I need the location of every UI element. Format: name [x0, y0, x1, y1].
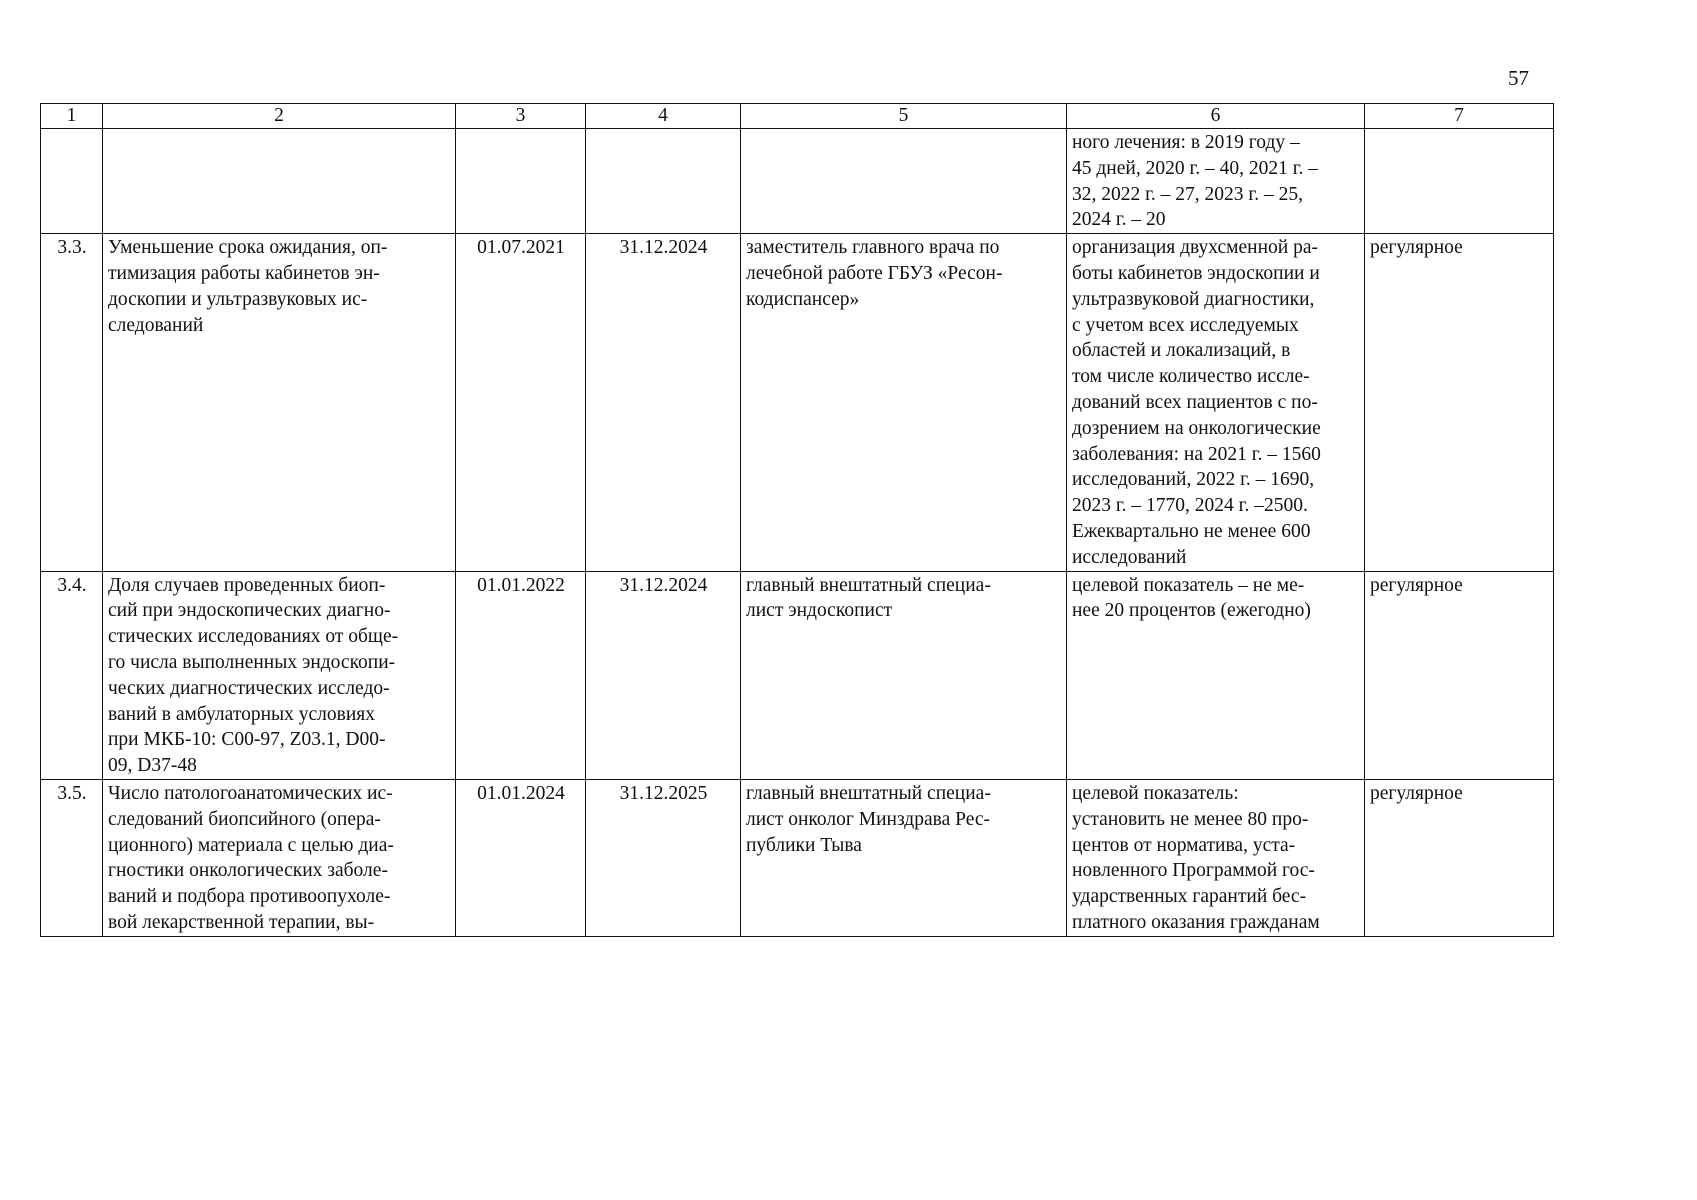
row-responsible: главный внештатный специа- лист эндоскопист	[741, 571, 1067, 779]
column-header-5: 5	[741, 104, 1067, 129]
row-end-date: 31.12.2024	[586, 234, 741, 571]
row-start-date: 01.01.2022	[456, 571, 586, 779]
page-number: 57	[1508, 66, 1529, 90]
row-number	[41, 129, 103, 234]
row-end-date: 31.12.2025	[586, 779, 741, 936]
table-row	[41, 129, 1554, 234]
row-end-date: 31.12.2024	[586, 571, 741, 779]
column-header-1: 1	[41, 104, 103, 129]
row-number: 3.4.	[41, 571, 103, 779]
column-header-2: 2	[103, 104, 456, 129]
column-header-3: 3	[456, 104, 586, 129]
row-type: регулярное	[1365, 234, 1554, 571]
row-description: Уменьшение срока ожидания, оп- тимизация работы кабинетов эн- доскопии и ультразвуковых ис- следований	[103, 234, 456, 571]
row-start-date: 01.01.2024	[456, 779, 586, 936]
table-header-row	[41, 104, 1554, 129]
row-type	[1365, 129, 1554, 234]
row-description: Доля случаев проведенных биоп- сий при эндоскопических диагно- стических исследованиях от обще- го числа выполненных эндоскопи- ческих диагностических исследо- ваний в амбулаторных условиях при МКБ-10: С00-97, Z03.1, D00- 09, D37-48	[103, 571, 456, 779]
table-row	[41, 779, 1554, 936]
row-type: регулярное	[1365, 571, 1554, 779]
row-responsible	[741, 129, 1067, 234]
row-responsible: заместитель главного врача по лечебной работе ГБУЗ «Ресон- кодиспансер»	[741, 234, 1067, 571]
table-row	[41, 234, 1554, 571]
row-start-date	[456, 129, 586, 234]
column-header-7: 7	[1365, 104, 1554, 129]
row-description: Число патологоанатомических ис- следований биопсийного (опера- ционного) материала с целью диа- гностики онкологических заболе- ваний и подбора противоопухоле- вой лекарственной терапии, вы-	[103, 779, 456, 936]
row-description	[103, 129, 456, 234]
column-header-6: 6	[1067, 104, 1365, 129]
row-end-date	[586, 129, 741, 234]
row-number: 3.3.	[41, 234, 103, 571]
row-result: ного лечения: в 2019 году – 45 дней, 2020 г. – 40, 2021 г. – 32, 2022 г. – 27, 2023 г. – 25, 2024 г. – 20	[1067, 129, 1365, 234]
row-result: организация двухсменной ра- боты кабинетов эндоскопии и ультразвуковой диагностики, с учетом всех исследуемых областей и локализаций, в том числе количество иссле- дований всех пациентов с по- дозрением на онкологические заболевания: на 2021 г. – 1560 исследований, 2022 г. – 1690, 2023 г. – 1770, 2024 г. –2500. Ежеквартально не менее 600 исследований	[1067, 234, 1365, 571]
activities-table	[40, 103, 1554, 937]
table-row	[41, 571, 1554, 779]
row-result: целевой показатель – не ме- нее 20 процентов (ежегодно)	[1067, 571, 1365, 779]
row-responsible: главный внештатный специа- лист онколог Минздрава Рес- публики Тыва	[741, 779, 1067, 936]
row-number: 3.5.	[41, 779, 103, 936]
row-type: регулярное	[1365, 779, 1554, 936]
column-header-4: 4	[586, 104, 741, 129]
row-start-date: 01.07.2021	[456, 234, 586, 571]
row-result: целевой показатель: установить не менее 80 про- центов от норматива, уста- новленного Программой гос- ударственных гарантий бес- платного оказания гражданам	[1067, 779, 1365, 936]
